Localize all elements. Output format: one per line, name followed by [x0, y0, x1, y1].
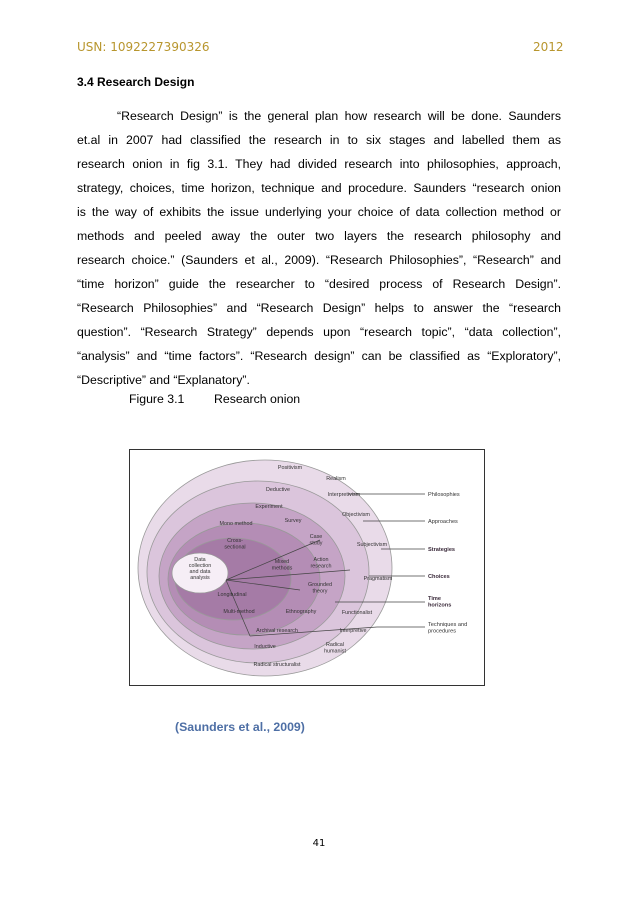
label-deductive: Deductive [266, 487, 290, 493]
label-multi-method: Multi-method [223, 609, 255, 615]
paragraph-line: “analysis” and “time factors”. “Research design” can be classified as “Exploratory”, [77, 349, 561, 363]
paragraph-line: research choice.” (Saunders et al., 2009). “Research Philosophies”, “Research” and [77, 253, 561, 267]
label-radical-structuralist: Radical structuralist [253, 662, 301, 668]
paragraph-line: methods and peeled away the outer two layers the research philosophy and [77, 229, 561, 243]
label-survey: Survey [284, 518, 302, 524]
research-onion-diagram [130, 450, 484, 685]
header-usn: USN: 1092227390326 [77, 40, 210, 54]
header-year: 2012 [533, 40, 564, 54]
label-inductive: Inductive [254, 644, 276, 650]
figure-title: Research onion [214, 392, 301, 406]
label-cross-sectional: Cross-sectional [224, 538, 246, 551]
legend-strategies: Strategies [428, 547, 456, 553]
label-realism: Realism [326, 476, 346, 482]
label-archival-research: Archival research [256, 628, 298, 634]
label-data-collection: Data collection and data analysis [188, 557, 212, 581]
paragraph-line: “Research Philosophies” and “Research Design” helps to answer the “research [77, 301, 561, 315]
paragraph-line: question”. “Research Strategy” depends upon “research topic”, “data collection”, [77, 325, 561, 339]
label-case-study: Case study [309, 534, 323, 547]
label-mono-method: Mono method [219, 521, 253, 527]
paragraph-line: “Descriptive” and “Explanatory”. [77, 373, 250, 387]
paragraph-line: strategy, choices, time horizon, technique and procedure. Saunders “research onion [77, 181, 561, 195]
legend-philosophies: Philosophies [428, 492, 460, 498]
label-interpretive: Interpretive [339, 628, 367, 634]
research-onion-figure [129, 449, 485, 686]
label-longitudinal: Longitudinal [217, 592, 247, 598]
legend-techniques: Techniques and procedures [428, 622, 468, 635]
label-grounded-theory: Grounded theory [308, 582, 332, 595]
legend-time-horizons: Time horizons [428, 596, 452, 609]
paragraph-line: is the way of exhibits the issue underlying your choice of data collection method or [77, 205, 561, 219]
section-title: 3.4 Research Design [77, 75, 195, 89]
label-action-research: Action research [310, 557, 332, 570]
label-mixed-methods: Mixed methods [271, 559, 293, 572]
label-pragmatism: Pragmatism [363, 576, 393, 582]
legend-approaches: Approaches [428, 519, 458, 525]
legend-choices: Choices [428, 574, 450, 580]
label-radical-humanist: Radical humanist [324, 642, 346, 655]
label-positivism: Positivism [277, 465, 303, 471]
label-experiment: Experiment [255, 504, 283, 510]
paragraph-line: et.al in 2007 had classified the research in to six stages and labelled them as [77, 133, 561, 147]
label-objectivism: Objectivism [342, 512, 370, 518]
paragraph-line: research onion in fig 3.1. They had divided research into philosophies, approach, [77, 157, 561, 171]
page-number: 41 [312, 838, 326, 849]
paragraph-line: “time horizon” guide the researcher to “desired process of Research Design”. [77, 277, 561, 291]
figure-number: Figure 3.1 [129, 392, 185, 406]
paragraph-line: “Research Design” is the general plan how research will be done. Saunders [117, 109, 561, 123]
figure-caption: (Saunders et al., 2009) [175, 720, 305, 734]
label-functionalist: Functionalist [341, 610, 373, 616]
label-subjectivism: Subjectivism [356, 542, 388, 548]
label-ethnography: Ethnography [285, 609, 317, 615]
label-interpretivism: Interpretivism [327, 492, 361, 498]
